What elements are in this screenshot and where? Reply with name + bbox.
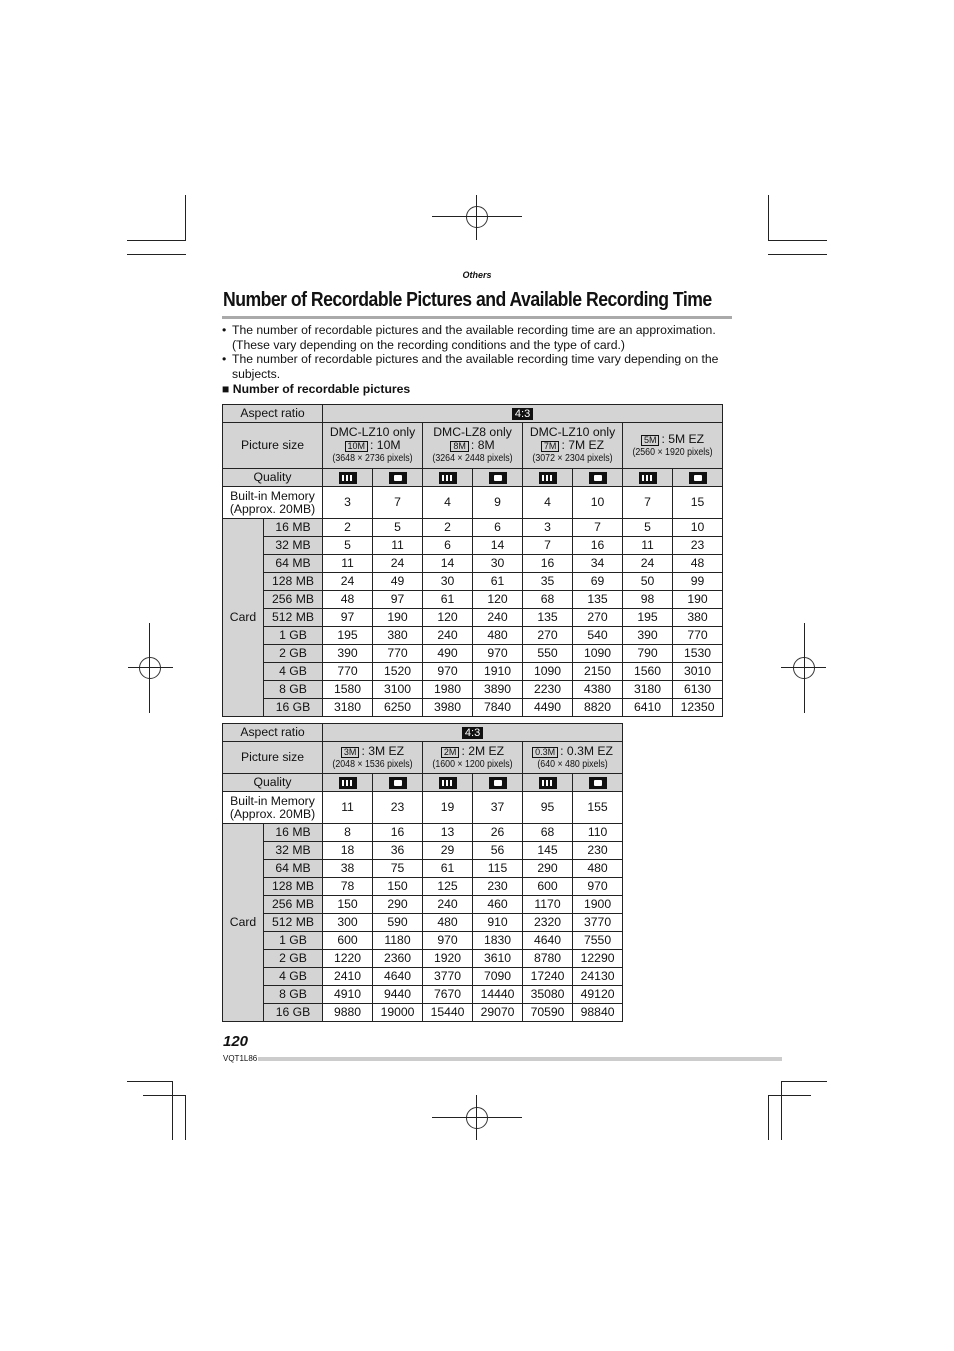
value-cell: 61 xyxy=(423,591,473,609)
table-row xyxy=(223,663,723,681)
value-cell: 6250 xyxy=(373,699,423,717)
value-cell: 190 xyxy=(373,609,423,627)
note-item: • The number of recordable pictures and the available recording time are an approximation. (These vary depending on the recording conditions and the type of card.) xyxy=(222,323,716,352)
quality-fine-cell xyxy=(323,774,373,792)
value-cell: 97 xyxy=(373,591,423,609)
value-cell: 69 xyxy=(573,573,623,591)
value-cell: 5 xyxy=(323,537,373,555)
value-cell: 2360 xyxy=(373,950,423,968)
value-cell: 2 xyxy=(323,519,373,537)
value-cell: 24130 xyxy=(573,968,623,986)
picture-size-0-3m: 0.3M : 0.3M EZ (640 × 480 pixels) xyxy=(523,742,623,774)
card-label: Card xyxy=(223,824,264,1022)
table-row xyxy=(223,591,723,609)
value-cell: 770 xyxy=(373,645,423,663)
value-cell: 290 xyxy=(523,860,573,878)
value-cell: 29070 xyxy=(473,1004,523,1022)
value-cell: 150 xyxy=(373,878,423,896)
quality-fine-icon xyxy=(539,472,557,484)
value-cell: 7 xyxy=(523,537,573,555)
value-cell: 3890 xyxy=(473,681,523,699)
quality-fine-icon xyxy=(339,777,357,789)
value-cell: 56 xyxy=(473,842,523,860)
value-cell: 1580 xyxy=(323,681,373,699)
picture-size-10m: DMC-LZ10 only 10M : 10M (3648 × 2736 pixels) xyxy=(323,423,423,469)
value-cell: 3180 xyxy=(323,699,373,717)
value-cell: 5 xyxy=(623,519,673,537)
value-cell: 1180 xyxy=(373,932,423,950)
value-cell: 970 xyxy=(473,645,523,663)
value-cell: 38 xyxy=(323,860,373,878)
value-cell: 1520 xyxy=(373,663,423,681)
card-size-label: 1 GB xyxy=(264,627,323,645)
table-row xyxy=(223,573,723,591)
value-cell: 13 xyxy=(423,824,473,842)
value-cell: 1920 xyxy=(423,950,473,968)
value-cell: 6 xyxy=(473,519,523,537)
value-cell: 50 xyxy=(623,573,673,591)
table-row xyxy=(223,932,623,950)
value-cell: 2150 xyxy=(573,663,623,681)
value-cell: 240 xyxy=(473,609,523,627)
builtin-value: 3 xyxy=(323,487,373,519)
picture-size-label: Picture size xyxy=(223,423,323,469)
quality-standard-cell xyxy=(673,469,723,487)
builtin-memory-label: Built-in Memory (Approx. 20MB) xyxy=(223,792,323,824)
card-size-label: 16 GB xyxy=(264,699,323,717)
value-cell: 7670 xyxy=(423,986,473,1004)
value-cell: 8 xyxy=(323,824,373,842)
size-5m-icon: 5M xyxy=(641,435,660,446)
value-cell: 36 xyxy=(373,842,423,860)
table-row xyxy=(223,555,723,573)
recordable-pictures-table-2 xyxy=(222,723,623,1022)
value-cell: 240 xyxy=(423,896,473,914)
value-cell: 6130 xyxy=(673,681,723,699)
card-size-label: 128 MB xyxy=(264,573,323,591)
value-cell: 48 xyxy=(673,555,723,573)
value-cell: 230 xyxy=(473,878,523,896)
size-7m-icon: 7M xyxy=(541,441,560,452)
picture-size-3m: 3M : 3M EZ (2048 × 1536 pixels) xyxy=(323,742,423,774)
quality-standard-icon xyxy=(489,777,507,789)
card-size-label: 512 MB xyxy=(264,914,323,932)
aspect-ratio-label: Aspect ratio xyxy=(223,405,323,423)
quality-fine-cell xyxy=(523,469,573,487)
card-size-label: 16 MB xyxy=(264,519,323,537)
value-cell: 98 xyxy=(623,591,673,609)
value-cell: 770 xyxy=(673,627,723,645)
card-size-label: 32 MB xyxy=(264,537,323,555)
value-cell: 4640 xyxy=(523,932,573,950)
value-cell: 195 xyxy=(323,627,373,645)
value-cell: 14440 xyxy=(473,986,523,1004)
value-cell: 590 xyxy=(373,914,423,932)
value-cell: 11 xyxy=(623,537,673,555)
value-cell: 460 xyxy=(473,896,523,914)
value-cell: 34 xyxy=(573,555,623,573)
card-size-label: 16 GB xyxy=(264,1004,323,1022)
value-cell: 7840 xyxy=(473,699,523,717)
subsection-heading: ■ Number of recordable pictures xyxy=(222,382,411,396)
square-bullet-icon: ■ xyxy=(222,382,230,396)
value-cell: 145 xyxy=(523,842,573,860)
value-cell: 24 xyxy=(373,555,423,573)
document-code: VQT1L86 xyxy=(223,1054,258,1063)
builtin-value: 15 xyxy=(673,487,723,519)
value-cell: 270 xyxy=(573,609,623,627)
table-row xyxy=(223,681,723,699)
value-cell: 9440 xyxy=(373,986,423,1004)
value-cell: 24 xyxy=(323,573,373,591)
title-divider xyxy=(222,316,732,319)
card-size-label: 512 MB xyxy=(264,609,323,627)
builtin-value: 4 xyxy=(423,487,473,519)
value-cell: 110 xyxy=(573,824,623,842)
page-number: 120 xyxy=(223,1033,249,1050)
value-cell: 61 xyxy=(423,860,473,878)
value-cell: 19000 xyxy=(373,1004,423,1022)
builtin-value: 155 xyxy=(573,792,623,824)
value-cell: 70590 xyxy=(523,1004,573,1022)
value-cell: 12290 xyxy=(573,950,623,968)
value-cell: 98840 xyxy=(573,1004,623,1022)
value-cell: 1170 xyxy=(523,896,573,914)
value-cell: 1910 xyxy=(473,663,523,681)
card-size-label: 2 GB xyxy=(264,950,323,968)
card-size-label: 4 GB xyxy=(264,663,323,681)
quality-fine-cell xyxy=(323,469,373,487)
value-cell: 380 xyxy=(673,609,723,627)
value-cell: 480 xyxy=(573,860,623,878)
table-row xyxy=(223,914,623,932)
note-item: • The number of recordable pictures and the available recording time vary depending on the subjects. xyxy=(222,352,719,381)
value-cell: 35 xyxy=(523,573,573,591)
quality-label: Quality xyxy=(223,774,323,792)
value-cell: 78 xyxy=(323,878,373,896)
value-cell: 230 xyxy=(573,842,623,860)
builtin-memory-label: Built-in Memory (Approx. 20MB) xyxy=(223,487,323,519)
value-cell: 240 xyxy=(423,627,473,645)
builtin-value: 37 xyxy=(473,792,523,824)
card-size-label: 256 MB xyxy=(264,896,323,914)
value-cell: 3010 xyxy=(673,663,723,681)
table-row xyxy=(223,860,623,878)
value-cell: 16 xyxy=(523,555,573,573)
value-cell: 10 xyxy=(673,519,723,537)
value-cell: 68 xyxy=(523,824,573,842)
value-cell: 8780 xyxy=(523,950,573,968)
builtin-value: 95 xyxy=(523,792,573,824)
card-size-label: 1 GB xyxy=(264,932,323,950)
value-cell: 390 xyxy=(623,627,673,645)
notes-list xyxy=(222,323,737,381)
card-size-label: 2 GB xyxy=(264,645,323,663)
aspect-ratio-label: Aspect ratio xyxy=(223,724,323,742)
value-cell: 16 xyxy=(573,537,623,555)
table-row xyxy=(223,842,623,860)
section-label: Others xyxy=(462,270,492,280)
quality-fine-icon xyxy=(439,777,457,789)
value-cell: 970 xyxy=(573,878,623,896)
aspect-ratio-value: 4:3 xyxy=(323,405,723,423)
value-cell: 6 xyxy=(423,537,473,555)
value-cell: 3770 xyxy=(573,914,623,932)
picture-size-7m: DMC-LZ10 only 7M : 7M EZ (3072 × 2304 pixels) xyxy=(523,423,623,469)
picture-size-5m: 5M : 5M EZ (2560 × 1920 pixels) xyxy=(623,423,723,469)
builtin-value: 4 xyxy=(523,487,573,519)
picture-size-label: Picture size xyxy=(223,742,323,774)
builtin-value: 23 xyxy=(373,792,423,824)
value-cell: 11 xyxy=(323,555,373,573)
card-size-label: 32 MB xyxy=(264,842,323,860)
value-cell: 14 xyxy=(473,537,523,555)
value-cell: 390 xyxy=(323,645,373,663)
value-cell: 2410 xyxy=(323,968,373,986)
value-cell: 48 xyxy=(323,591,373,609)
value-cell: 790 xyxy=(623,645,673,663)
table-row xyxy=(223,519,723,537)
value-cell: 480 xyxy=(423,914,473,932)
value-cell: 11 xyxy=(373,537,423,555)
value-cell: 115 xyxy=(473,860,523,878)
value-cell: 190 xyxy=(673,591,723,609)
card-size-label: 16 MB xyxy=(264,824,323,842)
value-cell: 6410 xyxy=(623,699,673,717)
value-cell: 4490 xyxy=(523,699,573,717)
picture-size-2m: 2M : 2M EZ (1600 × 1200 pixels) xyxy=(423,742,523,774)
builtin-value: 7 xyxy=(623,487,673,519)
quality-fine-icon xyxy=(539,777,557,789)
value-cell: 3180 xyxy=(623,681,673,699)
value-cell: 120 xyxy=(423,609,473,627)
quality-fine-cell xyxy=(523,774,573,792)
table-row xyxy=(223,609,723,627)
size-0-3m-icon: 0.3M xyxy=(532,747,558,758)
value-cell: 125 xyxy=(423,878,473,896)
table-row xyxy=(223,627,723,645)
value-cell: 135 xyxy=(523,609,573,627)
table-row xyxy=(223,699,723,717)
value-cell: 300 xyxy=(323,914,373,932)
value-cell: 1980 xyxy=(423,681,473,699)
quality-fine-cell xyxy=(623,469,673,487)
value-cell: 540 xyxy=(573,627,623,645)
value-cell: 3 xyxy=(523,519,573,537)
value-cell: 3980 xyxy=(423,699,473,717)
value-cell: 970 xyxy=(423,663,473,681)
value-cell: 1220 xyxy=(323,950,373,968)
card-size-label: 4 GB xyxy=(264,968,323,986)
value-cell: 8820 xyxy=(573,699,623,717)
value-cell: 1830 xyxy=(473,932,523,950)
value-cell: 135 xyxy=(573,591,623,609)
value-cell: 2320 xyxy=(523,914,573,932)
table-row xyxy=(223,645,723,663)
recordable-pictures-table-1 xyxy=(222,404,723,717)
quality-standard-icon xyxy=(689,472,707,484)
value-cell: 910 xyxy=(473,914,523,932)
card-size-label: 8 GB xyxy=(264,681,323,699)
picture-size-8m: DMC-LZ8 only 8M : 8M (3264 × 2448 pixels) xyxy=(423,423,523,469)
quality-fine-cell xyxy=(423,774,473,792)
value-cell: 1900 xyxy=(573,896,623,914)
value-cell: 18 xyxy=(323,842,373,860)
quality-standard-icon xyxy=(589,777,607,789)
value-cell: 600 xyxy=(323,932,373,950)
quality-fine-icon xyxy=(639,472,657,484)
value-cell: 15440 xyxy=(423,1004,473,1022)
quality-label: Quality xyxy=(223,469,323,487)
size-8m-icon: 8M xyxy=(450,441,469,452)
size-10m-icon: 10M xyxy=(345,441,369,452)
builtin-value: 10 xyxy=(573,487,623,519)
table-row xyxy=(223,986,623,1004)
page-title: Number of Recordable Pictures and Available Recording Time xyxy=(223,288,712,311)
value-cell: 290 xyxy=(373,896,423,914)
value-cell: 3770 xyxy=(423,968,473,986)
quality-standard-cell xyxy=(573,469,623,487)
value-cell: 3100 xyxy=(373,681,423,699)
value-cell: 30 xyxy=(423,573,473,591)
value-cell: 14 xyxy=(423,555,473,573)
quality-standard-cell xyxy=(373,774,423,792)
value-cell: 7090 xyxy=(473,968,523,986)
value-cell: 12350 xyxy=(673,699,723,717)
value-cell: 1090 xyxy=(523,663,573,681)
value-cell: 4910 xyxy=(323,986,373,1004)
card-size-label: 64 MB xyxy=(264,555,323,573)
value-cell: 16 xyxy=(373,824,423,842)
value-cell: 1090 xyxy=(573,645,623,663)
quality-standard-icon xyxy=(389,472,407,484)
card-label: Card xyxy=(223,519,264,717)
value-cell: 7 xyxy=(573,519,623,537)
quality-standard-icon xyxy=(489,472,507,484)
aspect-ratio-value: 4:3 xyxy=(323,724,623,742)
value-cell: 75 xyxy=(373,860,423,878)
card-size-label: 64 MB xyxy=(264,860,323,878)
value-cell: 29 xyxy=(423,842,473,860)
table-row xyxy=(223,878,623,896)
value-cell: 380 xyxy=(373,627,423,645)
value-cell: 99 xyxy=(673,573,723,591)
card-size-label: 128 MB xyxy=(264,878,323,896)
value-cell: 1560 xyxy=(623,663,673,681)
value-cell: 4640 xyxy=(373,968,423,986)
value-cell: 3610 xyxy=(473,950,523,968)
value-cell: 61 xyxy=(473,573,523,591)
table-row xyxy=(223,896,623,914)
value-cell: 2230 xyxy=(523,681,573,699)
value-cell: 490 xyxy=(423,645,473,663)
value-cell: 970 xyxy=(423,932,473,950)
value-cell: 2 xyxy=(423,519,473,537)
value-cell: 35080 xyxy=(523,986,573,1004)
quality-standard-cell xyxy=(573,774,623,792)
value-cell: 97 xyxy=(323,609,373,627)
value-cell: 4380 xyxy=(573,681,623,699)
quality-standard-cell xyxy=(373,469,423,487)
quality-fine-icon xyxy=(339,472,357,484)
value-cell: 550 xyxy=(523,645,573,663)
table-row xyxy=(223,1004,623,1022)
value-cell: 23 xyxy=(673,537,723,555)
value-cell: 1530 xyxy=(673,645,723,663)
builtin-value: 7 xyxy=(373,487,423,519)
value-cell: 600 xyxy=(523,878,573,896)
quality-standard-icon xyxy=(389,777,407,789)
quality-fine-cell xyxy=(423,469,473,487)
value-cell: 17240 xyxy=(523,968,573,986)
value-cell: 120 xyxy=(473,591,523,609)
value-cell: 49120 xyxy=(573,986,623,1004)
table-row xyxy=(223,968,623,986)
value-cell: 5 xyxy=(373,519,423,537)
value-cell: 480 xyxy=(473,627,523,645)
value-cell: 24 xyxy=(623,555,673,573)
value-cell: 68 xyxy=(523,591,573,609)
builtin-value: 9 xyxy=(473,487,523,519)
value-cell: 49 xyxy=(373,573,423,591)
builtin-value: 19 xyxy=(423,792,473,824)
value-cell: 195 xyxy=(623,609,673,627)
value-cell: 770 xyxy=(323,663,373,681)
size-3m-icon: 3M xyxy=(341,747,360,758)
table-row xyxy=(223,950,623,968)
card-size-label: 256 MB xyxy=(264,591,323,609)
builtin-value: 11 xyxy=(323,792,373,824)
quality-fine-icon xyxy=(439,472,457,484)
quality-standard-icon xyxy=(589,472,607,484)
footer-divider xyxy=(258,1057,782,1061)
value-cell: 7550 xyxy=(573,932,623,950)
value-cell: 26 xyxy=(473,824,523,842)
table-row xyxy=(223,537,723,555)
table-row xyxy=(223,824,623,842)
value-cell: 9880 xyxy=(323,1004,373,1022)
value-cell: 150 xyxy=(323,896,373,914)
value-cell: 270 xyxy=(523,627,573,645)
quality-standard-cell xyxy=(473,774,523,792)
size-2m-icon: 2M xyxy=(441,747,460,758)
card-size-label: 8 GB xyxy=(264,986,323,1004)
value-cell: 30 xyxy=(473,555,523,573)
quality-standard-cell xyxy=(473,469,523,487)
